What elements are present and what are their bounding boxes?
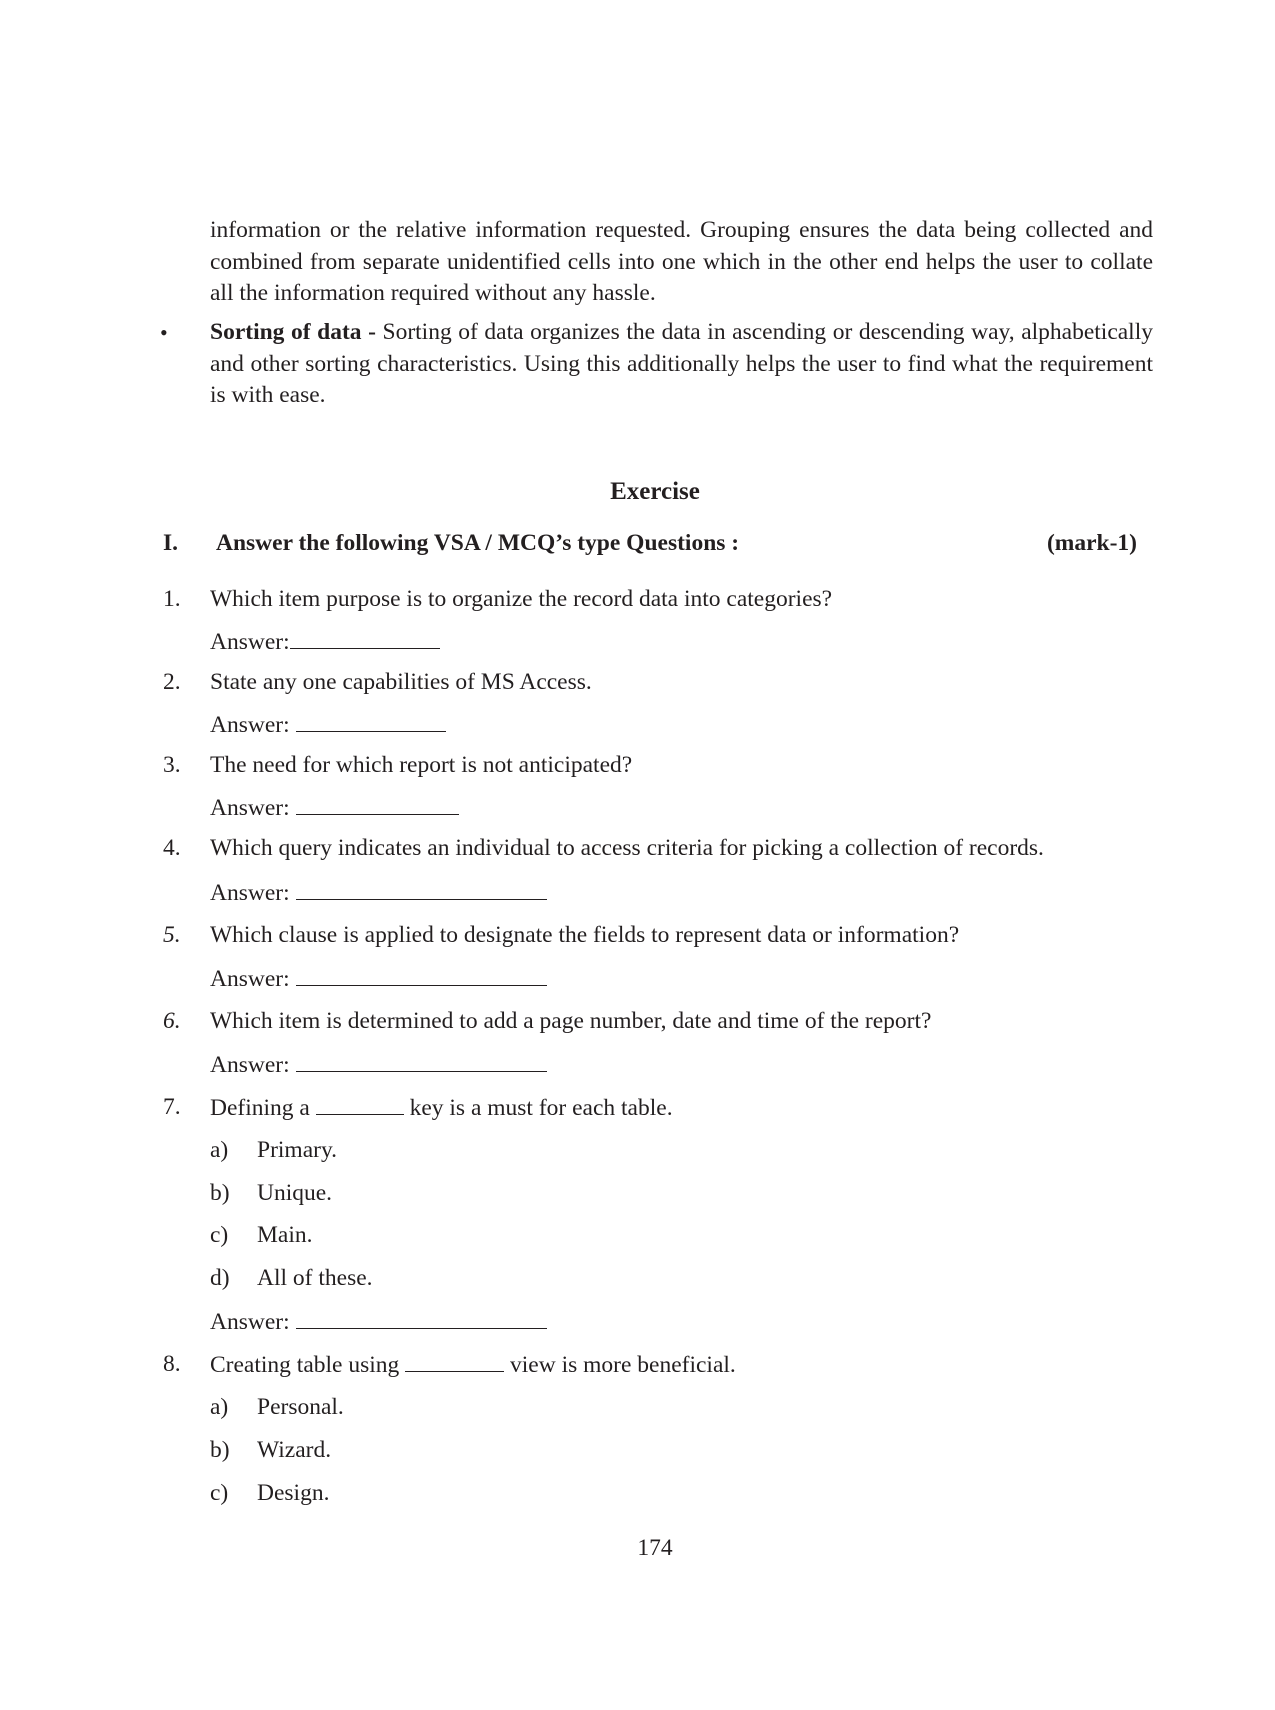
- question-text: State any one capabilities of MS Access.: [210, 669, 592, 695]
- question-number: 2.: [163, 669, 181, 695]
- option-label: a): [210, 1394, 229, 1420]
- option-label: a): [210, 1137, 229, 1163]
- option-label: d): [210, 1265, 230, 1291]
- option-text: Main.: [257, 1222, 313, 1248]
- option-text: Design.: [257, 1480, 330, 1506]
- fill-in-blank: [316, 1092, 404, 1115]
- section-title: Answer the following VSA / MCQ’s type Questions :: [216, 530, 740, 556]
- answer-label: Answer:: [210, 1309, 290, 1335]
- page-number: 174: [637, 1535, 673, 1561]
- answer-label: Answer:: [210, 712, 290, 738]
- question-text-before: Creating table using: [210, 1352, 400, 1378]
- answer-label: Answer:: [210, 795, 290, 821]
- answer-blank: [296, 877, 547, 900]
- section-number: I.: [163, 530, 179, 556]
- answer-line: [210, 1306, 547, 1337]
- answer-line: [210, 626, 440, 657]
- answer-label: Answer:: [210, 880, 290, 906]
- question-number: 7.: [163, 1094, 181, 1120]
- answer-label: Answer:: [210, 629, 290, 655]
- intro-paragraph: information or the relative information requested. Grouping ensures the data being collected and combined from separate unidentified cells into one which in the other end helps the user to collate all the information required without any hassle.: [210, 217, 1153, 306]
- question-number: 6.: [163, 1008, 181, 1034]
- option-text: Primary.: [257, 1137, 338, 1163]
- answer-line: [210, 877, 547, 908]
- answer-line: [210, 792, 459, 823]
- sorting-bullet-text: Sorting of data organizes the data in ascending or descending way, alphabetically and other sorting characteristics. Using this additionally helps the user to find what the requirement is with ease.: [210, 319, 1153, 408]
- option-label: b): [210, 1180, 230, 1206]
- answer-blank: [290, 626, 440, 649]
- question-text: [210, 1092, 673, 1123]
- answer-line: [210, 963, 547, 994]
- option-label: c): [210, 1222, 229, 1248]
- answer-blank: [296, 1049, 547, 1072]
- option-label: c): [210, 1480, 229, 1506]
- question-text: Which query indicates an individual to access criteria for picking a collection of records.: [210, 835, 1044, 861]
- option-text: Wizard.: [257, 1437, 332, 1463]
- answer-label: Answer:: [210, 966, 290, 992]
- question-text: [210, 1349, 736, 1380]
- fill-in-blank: [405, 1349, 504, 1372]
- question-text: Which item purpose is to organize the record data into categories?: [210, 586, 833, 612]
- sorting-bullet-paragraph: [210, 317, 1153, 412]
- answer-blank: [296, 792, 459, 815]
- option-label: b): [210, 1437, 230, 1463]
- question-text-after: view is more beneficial.: [510, 1352, 736, 1378]
- section-marks: (mark-1): [1046, 530, 1137, 556]
- answer-blank: [296, 963, 547, 986]
- question-number: 8.: [163, 1351, 181, 1377]
- answer-line: [210, 1049, 547, 1080]
- answer-blank: [296, 709, 446, 732]
- question-text: Which clause is applied to designate the fields to represent data or information?: [210, 922, 960, 948]
- question-text: The need for which report is not anticipated?: [210, 752, 633, 778]
- answer-line: [210, 709, 446, 740]
- question-text: Which item is determined to add a page number, date and time of the report?: [210, 1008, 932, 1034]
- question-number: 3.: [163, 752, 181, 778]
- answer-blank: [296, 1306, 547, 1329]
- question-text-before: Defining a: [210, 1095, 310, 1121]
- answer-label: Answer:: [210, 1052, 290, 1078]
- exercise-heading: Exercise: [610, 478, 700, 505]
- option-text: All of these.: [257, 1265, 373, 1291]
- question-number: 5.: [163, 922, 181, 948]
- option-text: Unique.: [257, 1180, 333, 1206]
- question-number: 4.: [163, 835, 181, 861]
- sorting-bullet-lead: Sorting of data -: [210, 319, 376, 345]
- option-text: Personal.: [257, 1394, 344, 1420]
- bullet-marker: •: [160, 320, 168, 345]
- question-number: 1.: [163, 586, 181, 612]
- question-text-after: key is a must for each table.: [409, 1095, 673, 1121]
